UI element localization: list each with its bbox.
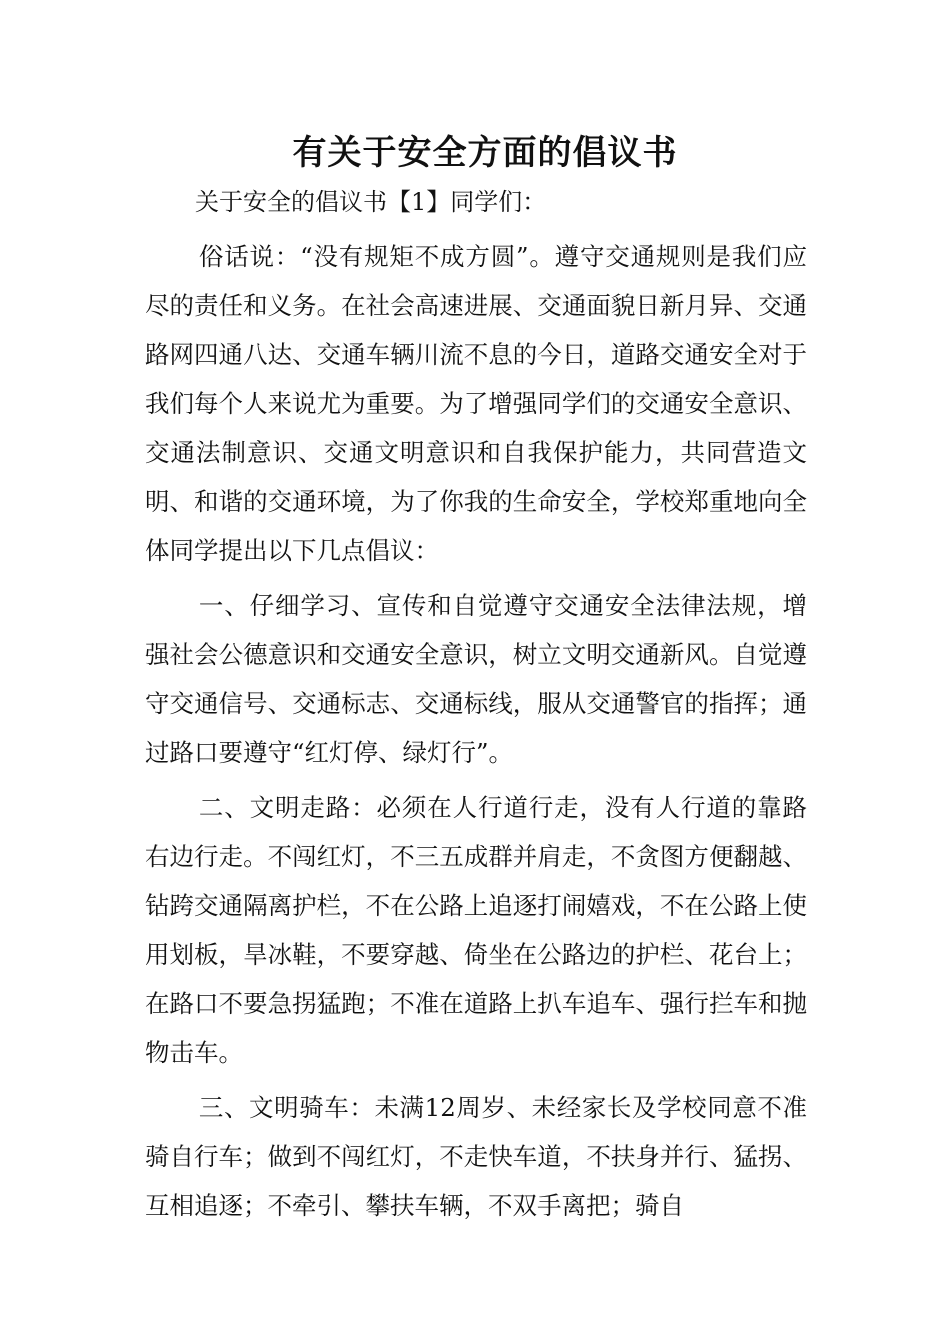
paragraph-point-3: 三、文明骑车：未满12周岁、未经家长及学校同意不准骑自行车；做到不闯红灯，不走快车道，不扶身并行、猛拐、互相追逐；不牵引、攀扶车辆，不双手离把；骑自 (145, 1093, 807, 1220)
document-subtitle: 关于安全的倡议书【1】同学们： (195, 188, 547, 216)
document-page (145, 118, 807, 1230)
paragraph-point-1: 一、仔细学习、宣传和自觉遵守交通安全法律法规，增强社会公德意识和交通安全意识，树立文明交通新风。自觉遵守交通信号、交通标志、交通标线，服从交通警官的指挥；通过路口要遵守“红灯停、绿灯行”。 (145, 591, 807, 767)
document-title: 有关于安全方面的倡议书 (292, 133, 678, 173)
paragraph-point-2: 二、文明走路：必须在人行道行走，没有人行道的靠路右边行走。不闯红灯，不三五成群并肩走，不贪图方便翻越、钻跨交通隔离护栏，不在公路上追逐打闹嬉戏，不在公路上使用划板，旱冰鞋，不要穿越、倚坐在公路边的护栏、花台上；在路口不要急拐猛跑；不准在道路上扒车追车、强行拦车和抛物击车。 (145, 793, 807, 1067)
paragraph-intro: 俗话说：“没有规矩不成方圆”。遵守交通规则是我们应尽的责任和义务。在社会高速进展、交通面貌日新月异、交通路网四通八达、交通车辆川流不息的今日，道路交通安全对于我们每个人来说尤为重要。为了增强同学们的交通安全意识、交通法制意识、交通文明意识和自我保护能力，共同营造文明、和谐的交通环境，为了你我的生命安全，学校郑重地向全体同学提出以下几点倡议： (145, 242, 807, 565)
